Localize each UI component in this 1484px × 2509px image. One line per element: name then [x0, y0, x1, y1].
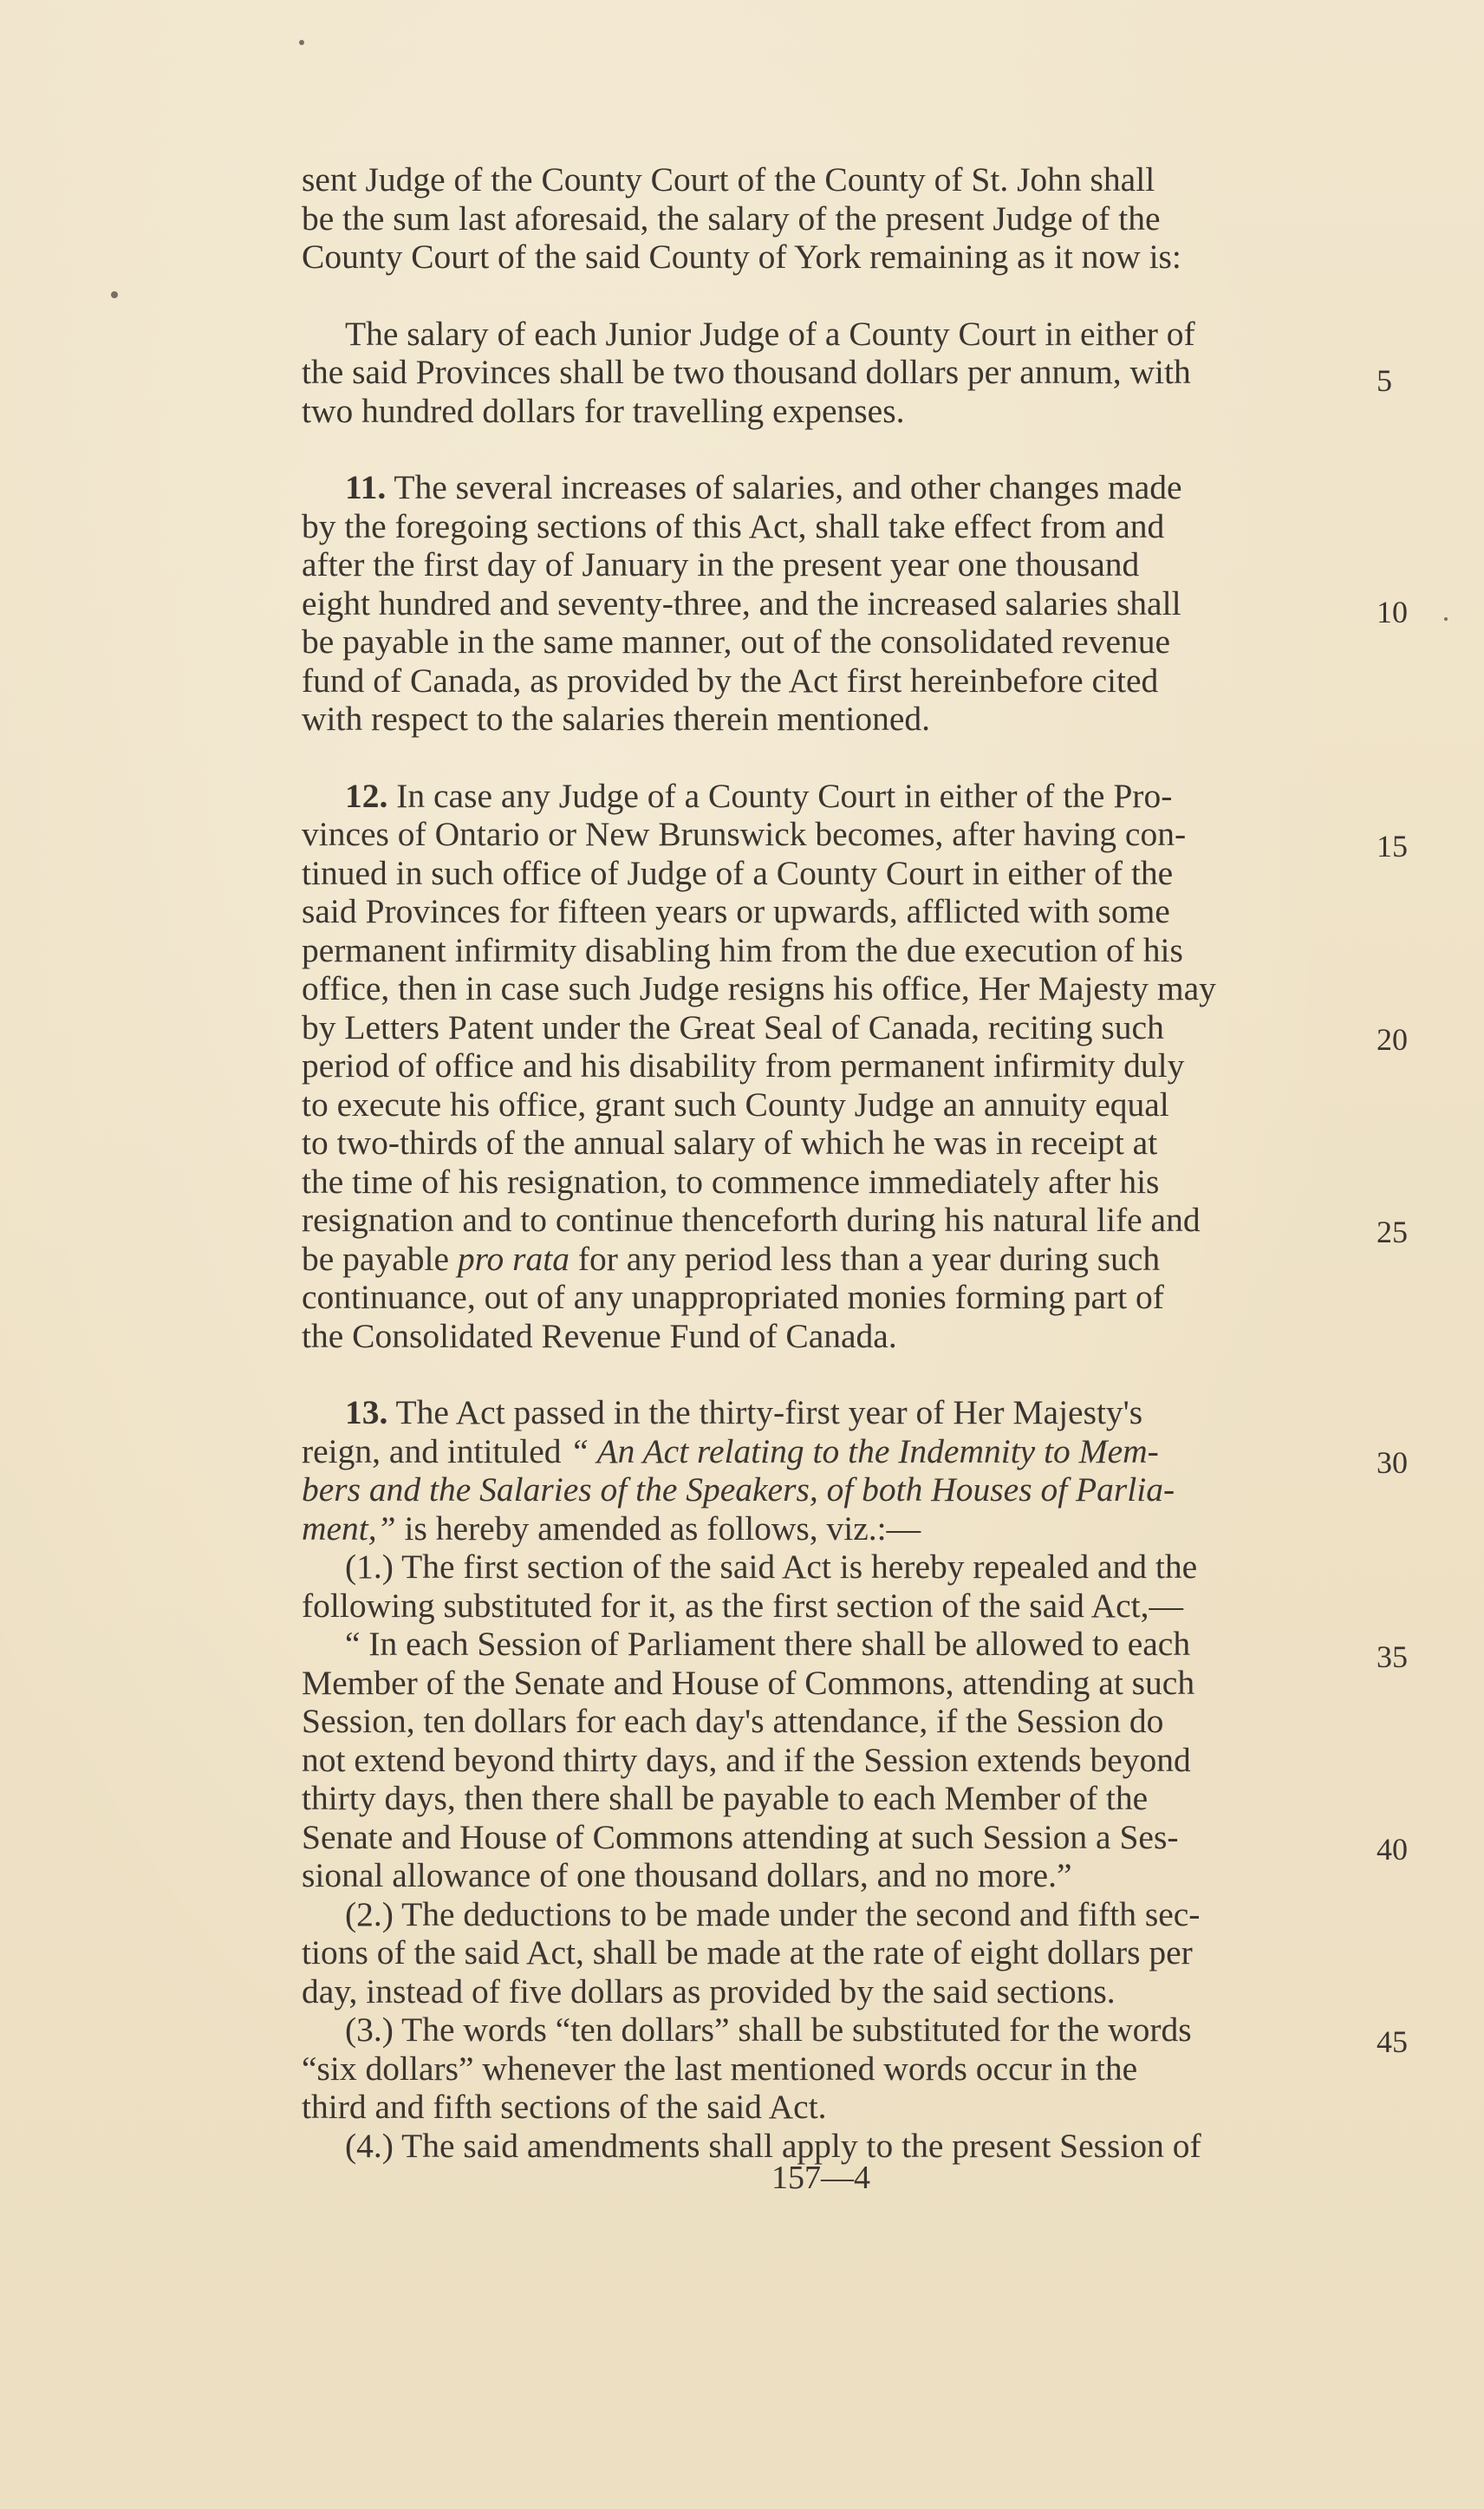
text-line: permanent infirmity disabling him from the due execution of his: [302, 930, 1183, 969]
text-line: to two-thirds of the annual salary of which he was in receipt at: [302, 1124, 1158, 1162]
paper-speck: [299, 40, 304, 45]
text-line: be the sum last aforesaid, the salary of the present Judge of the: [302, 199, 1161, 238]
section-13: [302, 1393, 1368, 1548]
text-line: sional allowance of one thousand dollars, and no more.”: [302, 1856, 1072, 1894]
text-line: to execute his office, grant such County Judge an annuity equal: [302, 1085, 1169, 1124]
subsection-3: [302, 2010, 1368, 2127]
paper-speck: [1444, 617, 1448, 621]
text-line: following substituted for it, as the first section of the said Act,—: [302, 1586, 1183, 1625]
text-line: vinces of Ontario or New Brunswick becomes, after having con-: [302, 815, 1187, 853]
text-line: after the first day of January in the present year one thousand: [302, 545, 1140, 583]
margin-line-number: 25: [1377, 1215, 1408, 1249]
text-line: by Letters Patent under the Great Seal of Canada, reciting such: [302, 1007, 1164, 1046]
text-line: with respect to the salaries therein mentioned.: [302, 700, 931, 738]
text-span: The Act passed in the thirty-first year of Her Majesty's: [395, 1393, 1143, 1431]
text-span: The several increases of salaries, and other changes made: [394, 468, 1182, 506]
margin-line-number: 5: [1377, 363, 1392, 398]
text-line: two hundred dollars for travelling expenses.: [302, 391, 905, 430]
text-line: tinued in such office of Judge of a County Court in either of the: [302, 853, 1174, 892]
text-line: third and fifth sections of the said Act.: [302, 2088, 827, 2126]
section-11: [302, 468, 1368, 739]
section-number: 13.: [345, 1393, 388, 1431]
paragraph-junior-judge: [302, 315, 1368, 431]
text-line: day, instead of five dollars as provided by the said sections.: [302, 1971, 1116, 2010]
text-line: thirty days, then there shall be payable to each Member of the: [302, 1779, 1149, 1817]
text-line: [302, 777, 1368, 816]
text-line: office, then in case such Judge resigns his office, Her Majesty may: [302, 969, 1216, 1007]
text-line: [302, 1393, 1368, 1432]
text-line: (3.) The words “ten dollars” shall be substituted for the words: [345, 2010, 1192, 2049]
text-line: “ In each Session of Parliament there shall be allowed to each: [345, 1625, 1191, 1663]
section-number: 12.: [345, 776, 388, 815]
text-line: The salary of each Junior Judge of a County Court in either of: [345, 314, 1195, 353]
margin-line-number: 20: [1377, 1022, 1408, 1057]
text-line: [302, 1240, 1368, 1279]
text-line: by the foregoing sections of this Act, shall take effect from and: [302, 506, 1165, 545]
page-footer-signature: 157—4: [771, 2160, 870, 2196]
text-line: [302, 1432, 1368, 1471]
text-line: fund of Canada, as provided by the Act first hereinbefore cited: [302, 661, 1159, 700]
text-line: tions of the said Act, shall be made at the rate of eight dollars per: [302, 1933, 1193, 1971]
text-line: sent Judge of the County Court of the County of St. John shall: [302, 160, 1155, 199]
text-line: not extend beyond thirty days, and if the Session extends beyond: [302, 1740, 1191, 1779]
text-line: said Provinces for fifteen years or upwards, afflicted with some: [302, 892, 1170, 930]
text-line: eight hundred and seventy-three, and the increased salaries shall: [302, 583, 1181, 622]
text-line: County Court of the said County of York remaining as it now is:: [302, 238, 1181, 276]
margin-line-number: 45: [1377, 2024, 1408, 2059]
text-span: In case any Judge of a County Court in either of the Pro-: [396, 776, 1173, 815]
text-line: the Consolidated Revenue Fund of Canada.: [302, 1316, 897, 1355]
text-line: [302, 468, 1368, 507]
text-line: be payable in the same manner, out of the consolidated revenue: [302, 622, 1171, 661]
text-line: continuance, out of any unappropriated monies forming part of: [302, 1278, 1164, 1316]
text-line: “six dollars” whenever the last mentioned words occur in the: [302, 2049, 1138, 2088]
paper-speck: [111, 291, 118, 298]
italic-phrase: pro rata: [457, 1239, 570, 1278]
text-line: the time of his resignation, to commence immediately after his: [302, 1162, 1160, 1201]
text-line: Senate and House of Commons attending at such Session a Ses-: [302, 1817, 1179, 1856]
text-line: the said Provinces shall be two thousand dollars per annum, with: [302, 353, 1191, 391]
margin-line-number: 10: [1377, 595, 1408, 629]
act-title-italic: “ An Act relating to the Indemnity to Mem-: [570, 1431, 1159, 1470]
text-span: be payable: [302, 1239, 449, 1278]
text-line: [302, 1509, 1368, 1548]
section-number: 11.: [345, 468, 387, 506]
margin-line-number: 35: [1377, 1639, 1408, 1674]
text-line: resignation and to continue thenceforth during his natural life and: [302, 1201, 1201, 1239]
text-line: (2.) The deductions to be made under the second and fifth sec-: [345, 1894, 1201, 1933]
subsection-2: [302, 1895, 1368, 2011]
paragraph-continuation: [302, 160, 1368, 277]
margin-line-number: 40: [1377, 1832, 1408, 1867]
text-line: (4.) The said amendments shall apply to the present Session of: [345, 2126, 1201, 2165]
body-text: [302, 160, 1368, 2165]
act-title-italic: ment,”: [302, 1509, 396, 1548]
margin-line-number: 15: [1377, 829, 1408, 863]
text-span: for any period less than a year during such: [577, 1239, 1161, 1278]
margin-line-number: 30: [1377, 1445, 1408, 1480]
text-span: is hereby amended as follows, viz.:—: [404, 1509, 921, 1548]
text-line: (1.) The first section of the said Act is hereby repealed and the: [345, 1548, 1198, 1586]
section-12: [302, 777, 1368, 1356]
text-line: Member of the Senate and House of Commons, attending at such: [302, 1663, 1195, 1702]
subsection-1: [302, 1548, 1368, 1895]
text-span: reign, and intituled: [302, 1431, 562, 1470]
act-title-italic: bers and the Salaries of the Speakers, of both Houses of Parlia-: [302, 1470, 1175, 1509]
text-line: period of office and his disability from permanent infirmity duly: [302, 1046, 1185, 1085]
text-line: Session, ten dollars for each day's attendance, if the Session do: [302, 1702, 1164, 1740]
